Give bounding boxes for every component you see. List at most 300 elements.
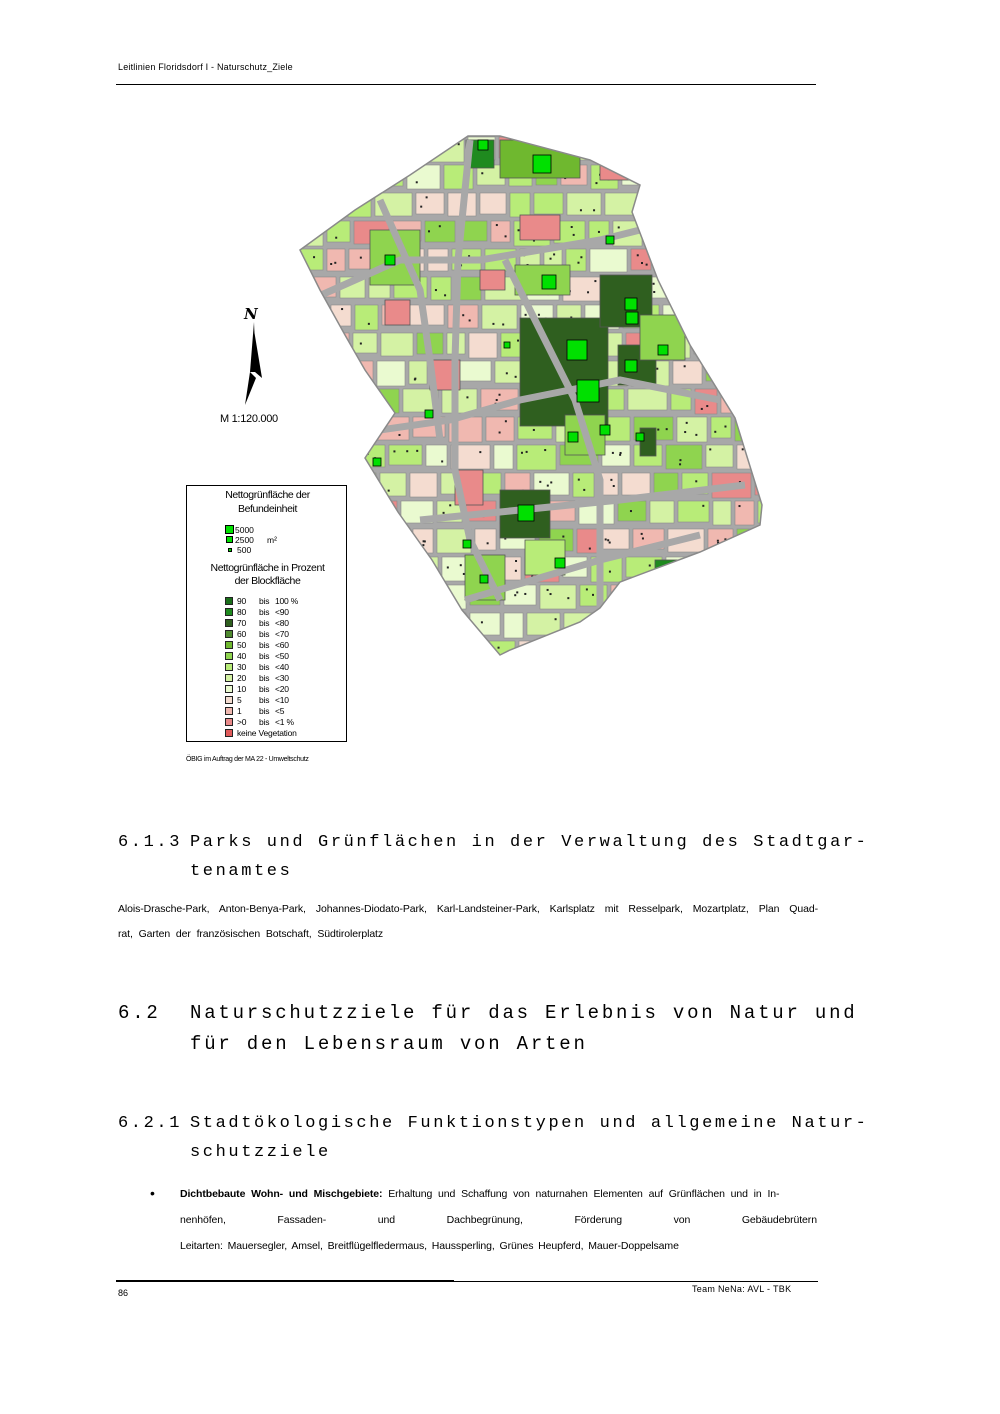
green-dot (706, 405, 708, 407)
green-dot (679, 463, 681, 465)
green-dot (487, 542, 489, 544)
green-area-square (478, 140, 488, 150)
legend-swatch (225, 729, 233, 737)
green-dot (641, 262, 643, 264)
green-dot (335, 342, 337, 344)
city-block (319, 445, 358, 468)
green-dot (577, 262, 579, 264)
green-dot (412, 575, 414, 577)
green-dot (330, 344, 332, 346)
green-dot (539, 481, 541, 483)
city-block (719, 557, 754, 580)
city-block (737, 445, 764, 469)
green-dot (422, 654, 424, 656)
green-dot (646, 264, 648, 266)
section-title-62: Naturschutzziele für das Erlebnis von Natur und (190, 1002, 858, 1024)
green-dot (605, 538, 607, 540)
city-block (597, 137, 624, 157)
green-dot (768, 262, 770, 264)
green-dot (312, 282, 314, 284)
green-dot (693, 179, 695, 181)
green-dot (505, 235, 507, 237)
city-block (721, 389, 754, 413)
green-dot (592, 594, 594, 596)
legend-title-2b: der Blockfläche (234, 575, 301, 587)
green-dot (625, 650, 627, 652)
green-dot (479, 451, 481, 453)
green-dot (637, 254, 639, 256)
footer-team: Team NeNa: AVL - TBK (692, 1284, 792, 1294)
running-header: Leitlinien Floridsdorf I - Naturschutz_Ziele (118, 62, 293, 72)
city-block (573, 473, 594, 497)
green-dot (550, 481, 552, 483)
green-dot (747, 320, 749, 322)
green-dot (302, 203, 304, 205)
green-dot (731, 263, 733, 265)
bullet-heading: Dichtbebaute Wohn- und Mischgebiete: (180, 1188, 383, 1200)
green-dot (350, 403, 352, 405)
green-dot (363, 199, 365, 201)
city-block (562, 641, 595, 664)
city-block (355, 305, 378, 330)
green-dot (759, 453, 761, 455)
section-title-613-cont: tenamtes (190, 862, 293, 881)
green-dot (758, 454, 760, 456)
green-dot (394, 624, 396, 626)
green-dot (766, 599, 768, 601)
green-dot (609, 542, 611, 544)
city-block (671, 221, 695, 245)
green-area-square (636, 433, 644, 441)
green-dot (675, 207, 677, 209)
green-dot (656, 368, 658, 370)
green-dot (326, 340, 328, 342)
green-dot (698, 597, 700, 599)
green-dot (469, 319, 471, 321)
city-block (699, 221, 727, 242)
city-block (660, 585, 689, 610)
green-dot (740, 177, 742, 179)
green-dot (619, 454, 621, 456)
green-dot (547, 589, 549, 591)
city-block (713, 501, 731, 525)
green-dot (533, 429, 535, 431)
city-block (618, 501, 646, 521)
green-dot (481, 172, 483, 174)
city-block (297, 389, 315, 413)
green-dot (630, 510, 632, 512)
legend-swatch (225, 696, 233, 704)
city-block (655, 249, 687, 270)
city-block (475, 529, 496, 550)
green-dot (428, 230, 430, 232)
green-dot (443, 512, 445, 514)
green-dot (728, 261, 730, 263)
green-dot (594, 280, 596, 282)
green-dot (573, 234, 575, 236)
city-block (719, 333, 753, 355)
green-dot (335, 237, 337, 239)
legend-swatch (225, 652, 233, 660)
city-block (353, 333, 377, 353)
green-dot (326, 395, 328, 397)
city-block (758, 501, 797, 523)
green-dot (705, 175, 707, 177)
green-dot (680, 654, 682, 656)
green-dot (645, 151, 647, 153)
green-dot (707, 282, 709, 284)
green-dot (498, 647, 500, 649)
green-dot (595, 182, 597, 184)
green-dot (444, 294, 446, 296)
green-dot (739, 564, 741, 566)
green-dot (717, 644, 719, 646)
green-dot (544, 449, 546, 451)
city-block (297, 417, 330, 440)
legend-title-1a: Nettogrünfläche der (225, 489, 310, 501)
city-block (717, 165, 746, 190)
section-number-62: 6.2 (118, 1002, 161, 1024)
green-dot (302, 422, 304, 424)
green-dot (414, 378, 416, 380)
green-dot (686, 652, 688, 654)
green-dot (302, 375, 304, 377)
green-dot (562, 536, 564, 538)
green-dot (324, 201, 326, 203)
city-block (694, 333, 715, 354)
green-dot (338, 396, 340, 398)
green-dot (338, 377, 340, 379)
green-dot (526, 451, 528, 453)
green-dot (517, 340, 519, 342)
city-block (758, 557, 792, 581)
city-block (491, 221, 510, 242)
city-block (364, 613, 386, 636)
legend-swatch (225, 619, 233, 627)
city-block (622, 165, 641, 185)
legend-swatch (225, 707, 233, 715)
green-dot (313, 256, 315, 258)
green-dot (343, 146, 345, 148)
city-block (410, 473, 437, 497)
city-block (678, 501, 709, 522)
green-dot (515, 560, 517, 562)
city-block (319, 389, 358, 411)
green-dot (702, 563, 704, 565)
city-block (676, 165, 713, 189)
green-dot (584, 652, 586, 654)
city-block (703, 305, 739, 327)
green-dot (734, 175, 736, 177)
city-block (482, 305, 517, 329)
green-dot (718, 310, 720, 312)
green-area-square (567, 340, 587, 360)
green-dot (358, 657, 360, 659)
green-dot (769, 231, 771, 233)
green-dot (748, 145, 750, 147)
green-area-square (606, 236, 614, 244)
green-dot (567, 597, 569, 599)
green-dot (765, 310, 767, 312)
section-title-62-cont: für den Lebensraum von Arten (190, 1033, 588, 1055)
city-block (297, 361, 319, 383)
green-area-square (625, 298, 637, 310)
green-dot (550, 258, 552, 260)
green-dot (515, 570, 517, 572)
green-dot (742, 228, 744, 230)
city-block (327, 249, 345, 271)
green-dot (439, 225, 441, 227)
green-dot (308, 239, 310, 241)
city-block (650, 501, 674, 523)
city-block (637, 613, 676, 633)
green-dot (354, 621, 356, 623)
green-area-square (518, 505, 534, 521)
green-dot (430, 565, 432, 567)
green-dot (578, 479, 580, 481)
green-dot (747, 561, 749, 563)
city-block (327, 221, 350, 242)
map-source-note: ÖBIG im Auftrag der MA 22 - Umweltschutz (186, 756, 309, 763)
city-block (671, 137, 698, 159)
city-block (721, 613, 739, 636)
green-dot (416, 181, 418, 183)
green-dot (709, 448, 711, 450)
green-dot (307, 198, 309, 200)
city-block (350, 557, 376, 579)
green-dot (310, 394, 312, 396)
green-dot (571, 226, 573, 228)
legend-swatch (225, 718, 233, 726)
city-block (382, 529, 409, 549)
green-dot (613, 148, 615, 150)
city-block (407, 165, 440, 189)
city-block (590, 249, 627, 272)
city-block (666, 445, 702, 469)
green-dot (302, 184, 304, 186)
green-dot (418, 572, 420, 574)
green-dot (609, 571, 611, 573)
city-block (577, 529, 597, 553)
green-dot (645, 616, 647, 618)
green-dot (672, 282, 674, 284)
city-block (750, 165, 784, 189)
green-dot (649, 564, 651, 566)
green-dot (610, 479, 612, 481)
green-dot (339, 379, 341, 381)
city-block (469, 333, 497, 358)
city-block (677, 417, 707, 442)
size-square-medium-icon (226, 536, 233, 543)
city-block (380, 473, 406, 496)
green-dot (776, 512, 778, 514)
city-block (646, 221, 667, 242)
green-dot (741, 198, 743, 200)
green-dot (466, 396, 468, 398)
city-block (707, 193, 732, 215)
green-dot (460, 564, 462, 566)
green-dot (424, 645, 426, 647)
city-block (645, 165, 672, 187)
green-dot (742, 448, 744, 450)
section-title-613: Parks und Grünflächen in der Verwaltung des Stadtgar- (190, 833, 869, 852)
green-dot (449, 504, 451, 506)
green-dot (524, 593, 526, 595)
parks-list: Alois-Drasche-Park, Anton-Benya-Park, Johannes-Diodato-Park, Karl-Landsteiner-Park, Karlsplatz mit Resselpark, Mozartplatz, Plan Quad- (118, 903, 818, 915)
city-block (633, 585, 656, 609)
green-dot (734, 255, 736, 257)
section-title-621: Stadtökologische Funktionstypen und allgemeine Natur- (190, 1114, 869, 1133)
green-dot (515, 376, 517, 378)
city-block (736, 193, 765, 216)
green-dot (679, 459, 681, 461)
city-block (409, 641, 440, 661)
section-number-621: 6.2.1 (118, 1114, 183, 1133)
green-dot (695, 434, 697, 436)
size-square-small-icon (228, 548, 232, 552)
green-dot (406, 450, 408, 452)
city-block (329, 137, 356, 160)
green-dot (481, 621, 483, 623)
green-dot (658, 206, 660, 208)
city-block (735, 501, 754, 525)
green-dot (712, 201, 714, 203)
green-dot (589, 548, 591, 550)
green-dot (763, 594, 765, 596)
green-dot (525, 314, 527, 316)
city-block (517, 445, 556, 470)
city-block (693, 557, 715, 581)
city-block (680, 613, 717, 637)
green-dot (710, 370, 712, 372)
green-dot (499, 431, 501, 433)
legend-swatch (225, 641, 233, 649)
green-dot (337, 152, 339, 154)
city-block (416, 193, 444, 214)
green-dot (726, 567, 728, 569)
city-block (668, 193, 703, 217)
city-block (444, 641, 477, 663)
green-dot (724, 148, 726, 150)
green-dot (709, 283, 711, 285)
green-dot (593, 209, 595, 211)
green-dot (307, 198, 309, 200)
city-block (377, 361, 405, 386)
green-dot (419, 619, 421, 621)
city-block (599, 641, 637, 662)
green-dot (786, 225, 788, 227)
green-dot (580, 209, 582, 211)
green-dot (653, 283, 655, 285)
city-block (504, 613, 523, 638)
green-dot (717, 540, 719, 542)
green-dot (555, 618, 557, 620)
green-dot (613, 485, 615, 487)
green-dot (315, 175, 317, 177)
city-block (486, 417, 514, 441)
green-dot (394, 566, 396, 568)
city-block (742, 641, 781, 663)
green-dot (620, 452, 622, 454)
green-dot (657, 429, 659, 431)
green-dot (758, 294, 760, 296)
green-area-square (625, 360, 637, 372)
city-block (297, 445, 315, 466)
city-block (749, 277, 771, 300)
city-block (409, 361, 427, 384)
green-dot (334, 262, 336, 264)
city-block (705, 641, 738, 663)
green-dot (300, 174, 302, 176)
city-block (448, 305, 478, 328)
city-block (520, 215, 560, 240)
bullet-text-line-3: Leitarten: Mauersegler, Amsel, Breitflügelfledermaus, Haussperling, Grünes Heupferd, Mauer-Doppelsame (180, 1240, 679, 1252)
green-dot (688, 235, 690, 237)
city-block (365, 585, 401, 605)
green-dot (308, 401, 310, 403)
city-block (763, 417, 786, 440)
city-block (758, 389, 790, 410)
green-dot (712, 594, 714, 596)
city-block (706, 445, 733, 467)
green-dot (496, 224, 498, 226)
city-block (381, 333, 413, 356)
green-dot (368, 616, 370, 618)
city-block (611, 585, 629, 606)
green-dot (426, 196, 428, 198)
city-block (494, 445, 513, 469)
green-dot (541, 143, 543, 145)
green-dot (745, 348, 747, 350)
green-dot (702, 505, 704, 507)
city-block (380, 557, 403, 579)
green-dot (684, 431, 686, 433)
green-dot (768, 433, 770, 435)
city-block (385, 300, 410, 325)
city-block (320, 193, 344, 213)
green-dot (491, 655, 493, 657)
city-block (428, 613, 466, 634)
green-dot (751, 262, 753, 264)
legend-swatch (225, 685, 233, 693)
green-dot (320, 482, 322, 484)
green-dot (692, 313, 694, 315)
green-area-square (658, 345, 668, 355)
city-block (725, 585, 755, 609)
green-dot (518, 229, 520, 231)
green-dot (776, 180, 778, 182)
city-block (389, 445, 422, 465)
parks-list-cont: rat, Garten der französischen Botschaft, Südtirolerplatz (118, 928, 384, 940)
green-dot (607, 539, 609, 541)
city-block (360, 137, 388, 158)
green-dot (368, 323, 370, 325)
green-dot (739, 505, 741, 507)
size-square-large-icon (225, 525, 234, 534)
green-dot (435, 289, 437, 291)
green-dot (598, 231, 600, 233)
green-dot (492, 323, 494, 325)
green-area-square (626, 312, 638, 324)
city-block (622, 473, 650, 495)
city-block (567, 193, 601, 215)
green-dot (412, 168, 414, 170)
green-dot (733, 337, 735, 339)
city-block (743, 305, 771, 327)
green-dot (360, 343, 362, 345)
green-dot (653, 621, 655, 623)
green-dot (712, 371, 714, 373)
